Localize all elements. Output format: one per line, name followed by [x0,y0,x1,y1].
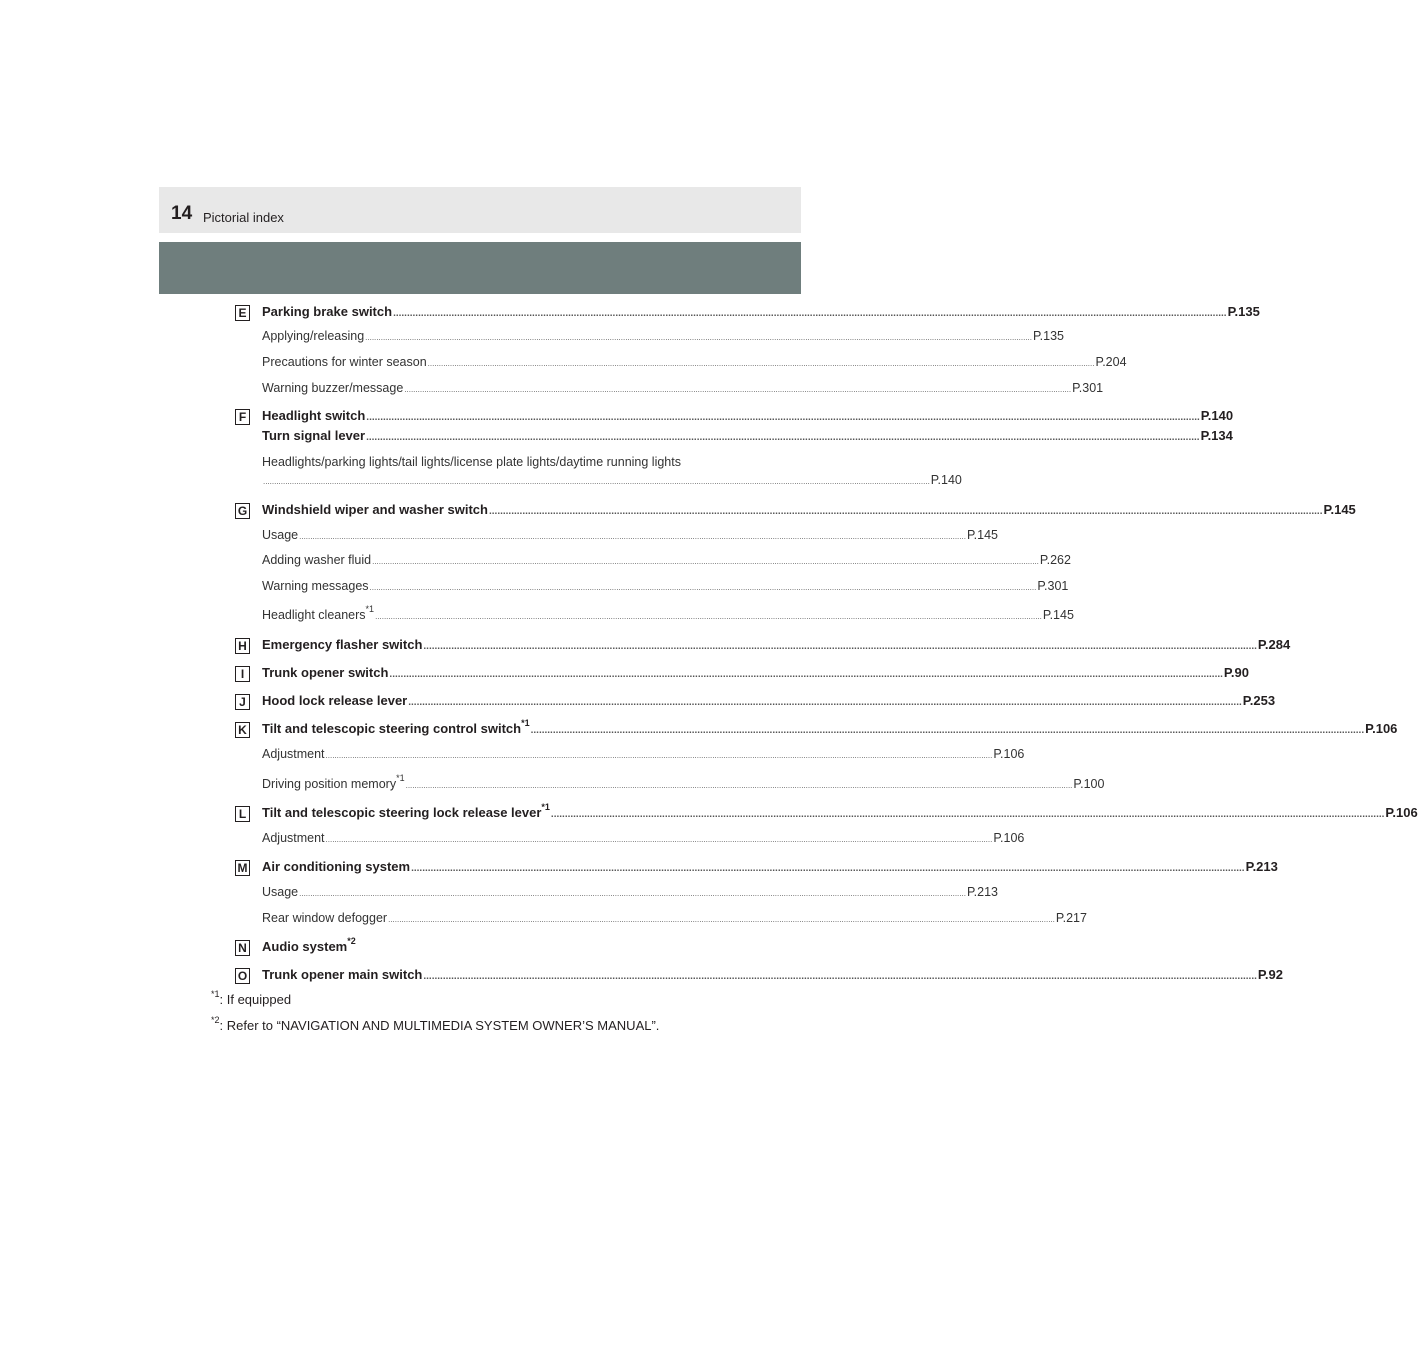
index-entry [262,473,962,487]
index-entry-label: Applying/releasing [262,329,365,343]
footnote-1 [211,988,292,1007]
leader-dots: ............................................................................................................................................................................................................................................................................................................ [530,725,1365,736]
index-entry-label: Rear window defogger [262,911,388,925]
leader-dots: ............................................................................................................................................................................................................................................................................................................ [423,641,1257,652]
leader-dots: ............................................................................................................................................................................................................................................................................................................ [325,751,993,760]
index-letter-i: I [235,666,250,682]
index-entry-label: Tilt and telescopic steering lock release lever$^{*1}$ [262,801,550,820]
index-entry-label: Audio system$^{*2}$ [262,935,356,954]
index-entry [262,528,998,542]
index-letter-e: E [235,305,250,321]
page-reference[interactable]: P.106 [993,747,1025,761]
index-entry [262,717,1398,736]
page-reference[interactable]: P.135 [1032,329,1065,343]
leader-dots: ............................................................................................................................................................................................................................................................................................................ [488,506,1323,517]
footnote-marker: *2 [347,935,356,946]
leader-dots: ............................................................................................................................................................................................................................................................................................................ [372,557,1039,566]
page-reference[interactable]: P.145 [1323,502,1356,517]
index-entry [262,408,1234,423]
page-reference[interactable]: P.140 [1200,408,1234,423]
page-reference[interactable]: P.217 [1055,911,1087,925]
index-entry-label: Warning messages [262,579,369,593]
index-letter-h: H [235,638,250,654]
index-entry-label: Driving position memory$^{*1}$ [262,772,405,791]
index-entry [262,355,1127,369]
index-entry [262,801,1418,820]
leader-dots: ............................................................................................................................................................................................................................................................................................................ [550,809,1385,820]
index-entry-label: Tilt and telescopic steering control switch$^{*1}$ [262,717,530,736]
index-entry-label: Adjustment [262,831,325,845]
footnote-marker: *1 [396,772,405,783]
leader-dots: ............................................................................................................................................................................................................................................................................................................ [393,308,1227,319]
footnote-2 [211,1014,660,1033]
index-entry [262,935,723,954]
page-reference[interactable]: P.106 [993,831,1025,845]
leader-dots: ............................................................................................................................................................................................................................................................................................................ [427,359,1095,368]
index-entry [262,603,1074,622]
leader-dots: ............................................................................................................................................................................................................................................................................................................ [263,477,930,486]
page-number: 14 [171,203,193,224]
leader-dots: ............................................................................................................................................................................................................................................................................................................ [299,889,966,898]
leader-dots: ............................................................................................................................................................................................................................................................................................................ [388,915,1055,924]
page-reference[interactable]: P.301 [1072,381,1104,395]
index-entry-label: Headlight switch [262,408,366,423]
index-entry [262,553,1071,567]
page-reference[interactable]: P.135 [1227,304,1260,319]
index-letter-j: J [235,694,250,710]
leader-dots: ............................................................................................................................................................................................................................................................................................................ [325,835,993,844]
index-entry [262,859,1278,874]
index-entry-label: Hood lock release lever [262,693,408,708]
index-entry [262,665,1249,680]
leader-dots: ............................................................................................................................................................................................................................................................................................................ [369,583,1037,592]
index-entry [262,693,1276,708]
footnote-mark: *1 [211,988,220,999]
leader-dots: ............................................................................................................................................................................................................................................................................................................ [404,385,1072,394]
index-entry [262,772,1105,791]
index-entry [262,304,1260,319]
index-entry-label: Turn signal lever [262,428,366,443]
index-entry-label: Precautions for winter season [262,355,427,369]
index-entry [262,502,1356,517]
page-reference[interactable]: P.145 [1042,608,1074,622]
footnote-text: : If equipped [219,992,292,1007]
index-entry-label: Usage [262,885,299,899]
index-entry-label: Trunk opener switch [262,665,389,680]
index-entry [262,911,1087,925]
page-reference[interactable]: P.204 [1095,355,1127,369]
index-entry [262,381,1104,395]
page-reference[interactable]: P.253 [1242,693,1276,708]
index-letter-m: M [235,860,250,876]
page-reference[interactable]: P.213 [966,885,998,899]
leader-dots: ............................................................................................................................................................................................................................................................................................................ [375,612,1042,621]
page-reference[interactable]: P.284 [1257,637,1291,652]
footnote-mark: *2 [211,1014,220,1025]
index-entry [262,579,1069,593]
page-reference[interactable]: P.106 [1385,805,1418,820]
index-entry-label: Usage [262,528,299,542]
index-letter-n: N [235,940,250,956]
index-entry [262,637,1291,652]
leader-dots: ............................................................................................................................................................................................................................................................................................................ [389,669,1223,680]
leader-dots: ............................................................................................................................................................................................................................................................................................................ [423,971,1257,982]
index-entry [262,747,1025,761]
index-entry-label: Air conditioning system [262,859,411,874]
index-letter-o: O [235,968,250,984]
index-letter-k: K [235,722,250,738]
page-reference[interactable]: P.140 [930,473,962,487]
index-entry-label: Parking brake switch [262,304,393,319]
index-entry-label: Adding washer fluid [262,553,372,567]
leader-dots: ............................................................................................................................................................................................................................................................................................................ [408,697,1242,708]
index-entry-label: Emergency flasher switch [262,637,423,652]
index-letter-g: G [235,503,250,519]
index-entry-label: Warning buzzer/message [262,381,404,395]
illustration-band [159,242,801,294]
page-reference[interactable]: P.301 [1037,579,1069,593]
index-letter-f: F [235,409,250,425]
page-reference[interactable]: P.92 [1257,967,1283,982]
index-entry-label: Adjustment [262,747,325,761]
index-entry-label: Headlights/parking lights/tail lights/license plate lights/daytime running lights [262,455,681,469]
index-entry [262,428,1233,443]
section-title: Pictorial index [203,210,284,225]
footnote-marker: *1 [521,717,530,728]
page-reference[interactable]: P.134 [1200,428,1233,443]
index-entry [262,831,1025,845]
index-entry-label: Trunk opener main switch [262,967,423,982]
page-reference[interactable]: P.145 [966,528,998,542]
index-entry [262,885,998,899]
index-entry-label: Windshield wiper and washer switch [262,502,488,517]
page-reference[interactable]: P.262 [1039,553,1071,567]
index-letter-l: L [235,806,250,822]
index-entry [262,329,1065,343]
leader-dots: ............................................................................................................................................................................................................................................................................................................ [365,333,1032,342]
footnote-marker: *1 [541,801,550,812]
index-entry-label: Headlight cleaners$^{*1}$ [262,603,375,622]
page-reference[interactable]: P.100 [1073,777,1105,791]
page-reference[interactable]: P.106 [1365,721,1398,736]
page-reference[interactable]: P.213 [1245,859,1278,874]
leader-dots: ............................................................................................................................................................................................................................................................................................................ [366,412,1200,423]
index-entry [262,967,1283,982]
footnote-marker: *1 [365,603,375,614]
footnote-text: : Refer to “NAVIGATION AND MULTIMEDIA SYSTEM OWNER’S MANUAL”. [219,1018,660,1033]
leader-dots: ............................................................................................................................................................................................................................................................................................................ [411,863,1245,874]
leader-dots: ............................................................................................................................................................................................................................................................................................................ [366,432,1200,443]
leader-dots: ............................................................................................................................................................................................................................................................................................................ [299,532,966,541]
leader-dots: ............................................................................................................................................................................................................................................................................................................ [405,781,1073,790]
page-reference[interactable]: P.90 [1223,665,1249,680]
